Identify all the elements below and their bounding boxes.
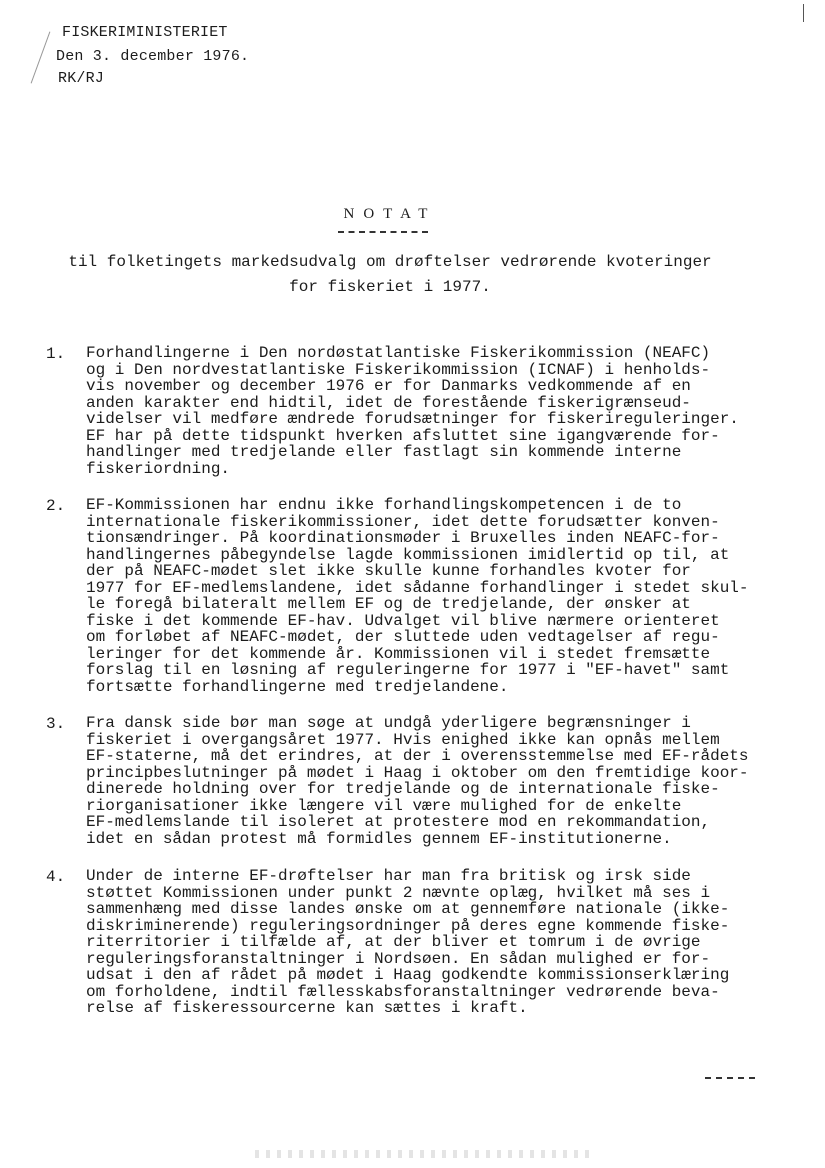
document-reference: RK/RJ bbox=[58, 70, 105, 87]
paragraph-1: Forhandlingerne i Den nordøstatlantiske Fiskerikommission (NEAFC) og i Den nordvestatlantiske Fiskerikommission (ICNAF) i henholds- vis november og december 1976 er for Danmarks vedkommende af en anden karakter end hidtil, idet de forestående fiskerigrænseud- videlser vil medføre ændrede forudsætninger for fiskerireguleringer. EF har på dette tidspunkt hverken afsluttet sine igangværende for- handlinger med tredjelande eller fastlagt sin kommende interne fiskeriordning. bbox=[86, 344, 739, 478]
end-of-text-rule bbox=[705, 1077, 755, 1079]
paragraph-3: Fra dansk side bør man søge at undgå yderligere begrænsninger i fiskeriet i overgangsåret 1977. Hvis enighed ikke kan opnås mellem EF-staterne, må det erindres, at der i overensstemmelse med EF-rådets principbeslutninger på mødet i Haag i oktober om den fremtidige koor- dinerede holdning over for tredjelande og de internationale fiske- riorganisationer ikke længere vil være mulighed for de enkelte EF-medlemslande til isoleret at protestere mod en rekommandation, idet en sådan protest må formidles gennem EF-institutionerne. bbox=[86, 714, 749, 848]
document-date: Den 3. december 1976. bbox=[56, 48, 250, 65]
paragraph-number: 1. bbox=[46, 345, 66, 363]
subject-line-2: for fiskeriet i 1977. bbox=[289, 278, 491, 296]
margin-mark bbox=[803, 4, 804, 22]
margin-mark-left bbox=[31, 31, 51, 83]
paragraph-number: 2. bbox=[46, 497, 66, 515]
ministry-name: FISKERIMINISTERIET bbox=[62, 24, 228, 41]
paragraph-4: Under de interne EF-drøftelser har man fra britisk og irsk side støttet Kommissionen under punkt 2 nævnte oplæg, hvilket må ses i sammenhæng med disse landes ønske om at gennemføre nationale (ikke- diskriminerende) reguleringsordninger på deres egne kommende fiske- riterritorier i tilfælde af, at der bliver et tomrum i de øvrige reguleringsforanstaltninger i Nordsøen. En sådan mulighed er for- udsat i den af rådet på mødet i Haag godkendte kommissionserklæring om forholdene, indtil fællesskabsforanstaltninger vedrørende beva- relse af fiskeressourcerne kan sættes i kraft. bbox=[86, 867, 730, 1017]
paragraph-2: EF-Kommissionen har endnu ikke forhandlingskompetencen i de to internationale fiskerikommissioner, idet dette forudsætter konven- tionsændringer. På koordinationsmøder i Bruxelles inden NEAFC-for- handlingernes påbegyndelse lagde kommissionen imidlertid op til, at der på NEAFC-mødet slet ikke skulle kunne forhandles kvoter for 1977 for EF-medlemslandene, idet sådanne forhandlinger i stedet skul- le foregå bilateralt mellem EF og de tredjelande, der ønsker at fiske i det kommende EF-hav. Udvalget vil blive nærmere orienteret om forløbet af NEAFC-mødet, der sluttede uden vedtagelser af regu- leringer for det kommende år. Kommissionen vil i stedet fremsætte forslag til en løsning af reguleringerne for 1977 i "EF-havet" samt fortsætte forhandlingerne med tredjelandene. bbox=[86, 496, 749, 696]
title-underline bbox=[338, 231, 428, 233]
paragraph-number: 4. bbox=[46, 868, 66, 886]
scan-artifact bbox=[255, 1150, 595, 1158]
paragraph-number: 3. bbox=[46, 715, 66, 733]
page-title: NOTAT bbox=[343, 206, 437, 222]
subject-heading bbox=[40, 250, 740, 300]
subject-line-1: til folketingets markedsudvalg om drøftelser vedrørende kvoteringer bbox=[68, 253, 712, 271]
